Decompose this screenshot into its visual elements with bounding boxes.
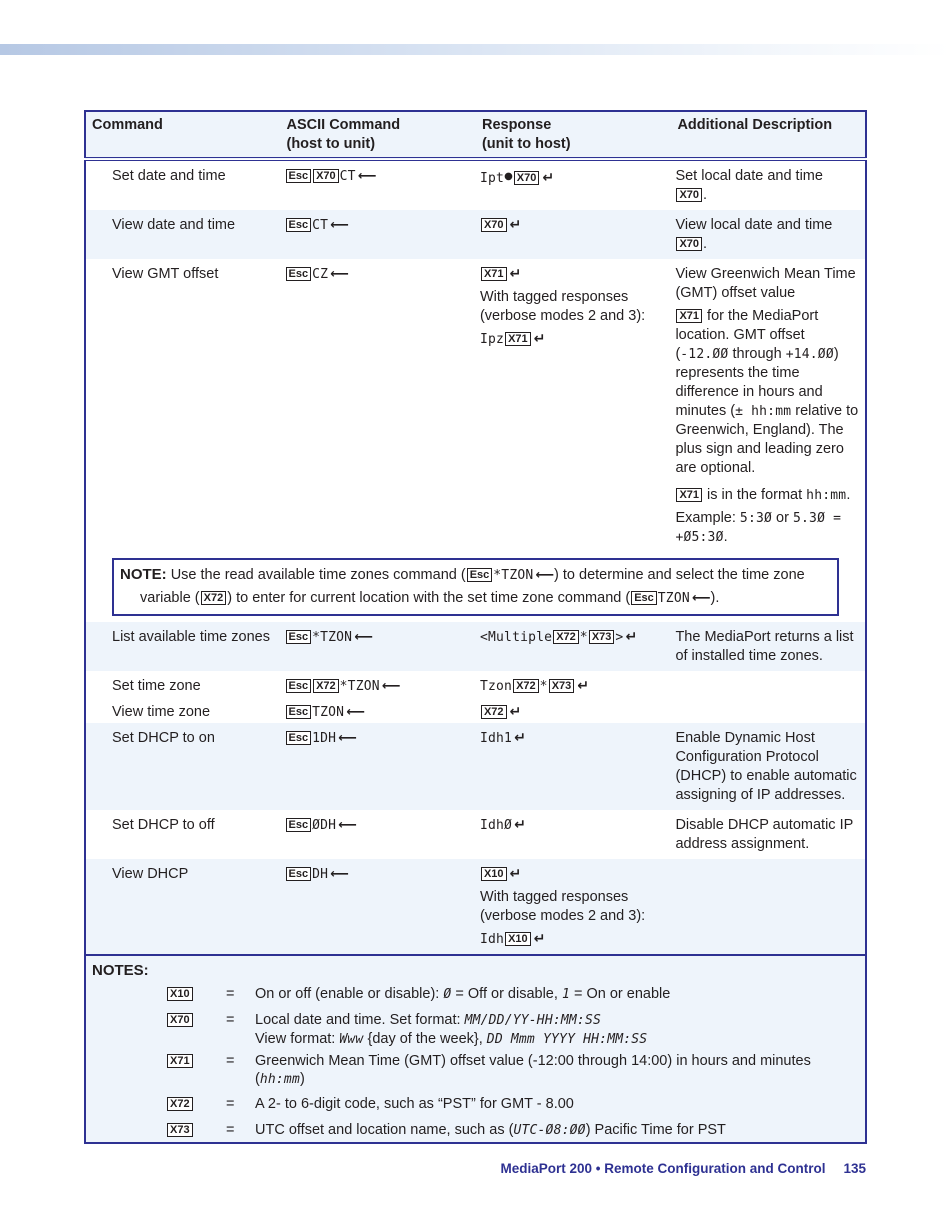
note-box: NOTE: Use the read available time zones command ( Esc *TZON ⟵) to determine and select the time zone variable ( X72 ) to enter for current location with the set time zone command ( Esc TZON ⟵). [112, 558, 839, 616]
row-response: Idh1 ↵ [476, 723, 671, 810]
variable-box: X73 [589, 630, 615, 644]
header-description: Additional Description [671, 111, 866, 159]
row-description: Disable DHCP automatic IP address assignment. [675, 817, 854, 852]
variable-box: X72 [167, 1097, 193, 1111]
row-description: The MediaPort returns a list of installed time zones. [671, 622, 866, 671]
variable-box: X10 [481, 867, 507, 881]
arrow-left-icon: ⟵ [338, 818, 357, 833]
row-ascii: Esc X72 *TZON ⟵ Esc TZON ⟵ [281, 671, 476, 723]
row-response: X10 ↵ With tagged responses (verbose modes 2 and 3): Idh X10 ↵ [476, 859, 671, 955]
variable-box: X70 [313, 169, 339, 183]
command-table [84, 110, 867, 956]
row-command: Set DHCP to off [112, 817, 215, 833]
page-number: 135 [843, 1161, 866, 1176]
arrow-left-icon: ⟵ [330, 867, 349, 882]
variable-box: X72 [313, 679, 339, 693]
table-row [85, 810, 866, 859]
row-ascii: Esc CZ ⟵ [281, 259, 476, 552]
header-command: Command [85, 111, 281, 159]
row-description: View local date and time X70 . [671, 210, 866, 259]
notes-title: NOTES: [92, 962, 149, 979]
row-command: View DHCP [85, 859, 281, 955]
variable-box: X72 [553, 630, 579, 644]
row-description [671, 671, 866, 723]
arrow-left-icon: ⟵ [330, 218, 349, 233]
table-row [85, 622, 866, 671]
row-command: View date and time [85, 210, 281, 259]
enter-return-icon: ↵ [509, 704, 522, 720]
row-ascii: Esc *TZON ⟵ [281, 622, 476, 671]
enter-return-icon: ↵ [509, 866, 522, 882]
variable-box: X70 [676, 237, 702, 251]
row-description: Enable Dynamic Host Configuration Protocol (DHCP) to enable automatic assigning of IP addresses. [671, 723, 866, 810]
row-command: Set date and time [112, 168, 226, 184]
arrow-left-icon: ⟵ [338, 731, 357, 746]
table-row [85, 723, 866, 810]
table-row [85, 671, 866, 723]
enter-return-icon: ↵ [509, 217, 522, 233]
variable-box: X71 [676, 488, 702, 502]
variable-box: X71 [167, 1054, 193, 1068]
table-row [85, 159, 866, 210]
row-command: View GMT offset [112, 266, 219, 282]
row-response [476, 210, 671, 259]
row-response: Ipt● X70 ↵ [479, 170, 555, 186]
esc-key: Esc [286, 630, 312, 644]
row-ascii: Esc 1DH ⟵ [281, 723, 476, 810]
row-command: Set time zone View time zone [112, 678, 211, 720]
variable-box: X70 [167, 1013, 193, 1027]
variable-box: X71 [481, 267, 507, 281]
variable-box: X71 [676, 309, 702, 323]
space-dot-icon: ● [504, 171, 513, 182]
esc-key: Esc [286, 818, 312, 832]
variable-box: X10 [505, 932, 531, 946]
row-ascii: Esc CT ⟵ [281, 210, 476, 259]
row-description: View Greenwich Mean Time (GMT) offset value X71 for the MediaPort location. GMT offset (-12.ØØ through +14.ØØ) represents the time difference in hours and minutes (± hh:mm relative to Greenwich, England). The plus sign and leading zero are optional. X71 is in the format hh:mm. Example: 5:3Ø or 5.3Ø = +Ø5:3Ø. [675, 266, 859, 545]
table-row [85, 259, 866, 552]
arrow-left-icon: ⟵ [691, 591, 711, 606]
esc-key: Esc [286, 705, 312, 719]
row-description: Set local date and time X70 . [675, 168, 823, 203]
arrow-left-icon: ⟵ [535, 568, 555, 583]
variable-box: X70 [481, 218, 507, 232]
variable-box: X73 [549, 679, 575, 693]
enter-return-icon: ↵ [514, 817, 526, 833]
esc-key: Esc [286, 267, 312, 281]
row-command: Set DHCP to on [85, 723, 281, 810]
arrow-left-icon: ⟵ [346, 705, 365, 720]
row-description [671, 859, 866, 955]
table-row [85, 210, 866, 259]
enter-return-icon: ↵ [542, 170, 555, 186]
esc-key: Esc [286, 169, 312, 183]
table-row [85, 859, 866, 955]
arrow-left-icon: ⟵ [330, 267, 349, 282]
row-ascii: Esc DH ⟵ [281, 859, 476, 955]
enter-return-icon: ↵ [625, 629, 638, 645]
header-ascii: ASCII Command (host to unit) [281, 111, 476, 159]
enter-return-icon: ↵ [533, 931, 546, 947]
page-footer [500, 1161, 866, 1176]
arrow-left-icon: ⟵ [357, 169, 377, 184]
header-gradient-bar [0, 44, 950, 55]
variable-box: X70 [514, 171, 540, 185]
enter-return-icon: ↵ [533, 331, 546, 347]
variable-box: X73 [167, 1123, 193, 1137]
header-response: Response (unit to host) [476, 111, 671, 159]
row-response: Tzon X72 * X73 ↵ X72 ↵ [479, 678, 589, 720]
esc-key: Esc [467, 568, 493, 582]
variable-box: X10 [167, 987, 193, 1001]
row-ascii: Esc ØDH ⟵ [281, 810, 476, 859]
esc-key: Esc [286, 731, 312, 745]
enter-return-icon: ↵ [577, 678, 589, 694]
table-header-row [85, 111, 866, 159]
esc-key: Esc [631, 591, 657, 605]
esc-key: Esc [286, 679, 312, 693]
variable-box: X72 [201, 591, 227, 605]
arrow-left-icon: ⟵ [381, 679, 401, 694]
row-response: <Multiple X72 * X73 > ↵ [476, 622, 671, 671]
arrow-left-icon: ⟵ [354, 630, 373, 645]
row-response: X71 ↵ With tagged responses (verbose modes 2 and 3): Ipz X71 ↵ [479, 266, 646, 347]
variable-box: X70 [676, 188, 702, 202]
esc-key: Esc [286, 218, 312, 232]
variable-box: X72 [513, 679, 539, 693]
row-response: IdhØ ↵ [479, 817, 526, 833]
variable-box: X71 [505, 332, 531, 346]
note-row [85, 552, 866, 622]
enter-return-icon: ↵ [514, 730, 526, 746]
row-ascii: Esc X70 CT ⟵ [281, 159, 476, 210]
notes-box: NOTES: X10 = On or off (enable or disable): Ø = Off or disable, 1 = On or enable X70 = Local date and time. Set format: MM/DD/YY-HH:MM:SS View format: Www {day of the week}, DD Mmm YYYY HH:MM:SS X71 = Greenwich Mean Time (GMT) offset value (-12:00 through 14:00) in hours and minutes (hh:mm) X72 = A 2- to 6-digit code, such as “PST” for GMT - 8.00 X73 = UTC offset and location name, such as (UTC-Ø8:ØØ) Pacific Time for PST [84, 954, 867, 1144]
row-command: List available time zones [85, 622, 281, 671]
variable-box: X72 [481, 705, 507, 719]
enter-return-icon: ↵ [509, 266, 522, 282]
esc-key: Esc [286, 867, 312, 881]
footer-title: MediaPort 200 • Remote Configuration and Control [500, 1161, 826, 1176]
